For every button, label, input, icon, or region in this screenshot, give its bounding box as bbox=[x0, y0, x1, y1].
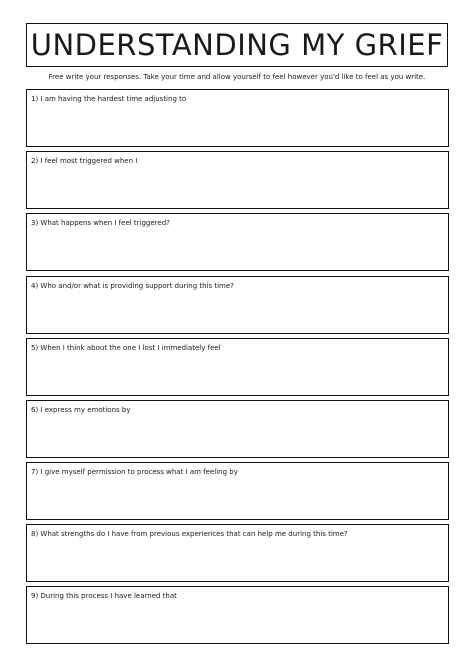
page-title: UNDERSTANDING MY GRIEF bbox=[30, 27, 444, 62]
prompt-box-9[interactable] bbox=[26, 586, 449, 644]
prompt-box-1[interactable] bbox=[26, 89, 449, 147]
prompt-text-9: 9) During this process I have learned that bbox=[31, 592, 177, 600]
title-box bbox=[26, 23, 448, 67]
prompt-box-4[interactable] bbox=[26, 276, 449, 334]
prompt-text-8: 8) What strengths do I have from previous experiences that can help me during this time? bbox=[31, 530, 348, 538]
instructions-text: Free write your responses. Take your time and allow yourself to feel however you'd like to feel as you write. bbox=[48, 73, 426, 81]
prompt-text-3: 3) What happens when I feel triggered? bbox=[31, 219, 170, 227]
prompt-text-2: 2) I feel most triggered when I bbox=[31, 157, 138, 165]
prompt-text-1: 1) I am having the hardest time adjusting to bbox=[31, 95, 187, 103]
prompt-text-5: 5) When I think about the one I lost I immediately feel bbox=[31, 344, 221, 352]
prompt-box-6[interactable] bbox=[26, 400, 449, 458]
prompt-text-4: 4) Who and/or what is providing support during this time? bbox=[31, 282, 234, 290]
prompt-text-7: 7) I give myself permission to process what I am feeling by bbox=[31, 468, 238, 476]
prompt-box-2[interactable] bbox=[26, 151, 449, 209]
prompt-text-6: 6) I express my emotions by bbox=[31, 406, 131, 414]
prompt-box-5[interactable] bbox=[26, 338, 449, 396]
prompt-box-7[interactable] bbox=[26, 462, 449, 520]
prompt-box-3[interactable] bbox=[26, 213, 449, 271]
prompt-box-8[interactable] bbox=[26, 524, 449, 582]
